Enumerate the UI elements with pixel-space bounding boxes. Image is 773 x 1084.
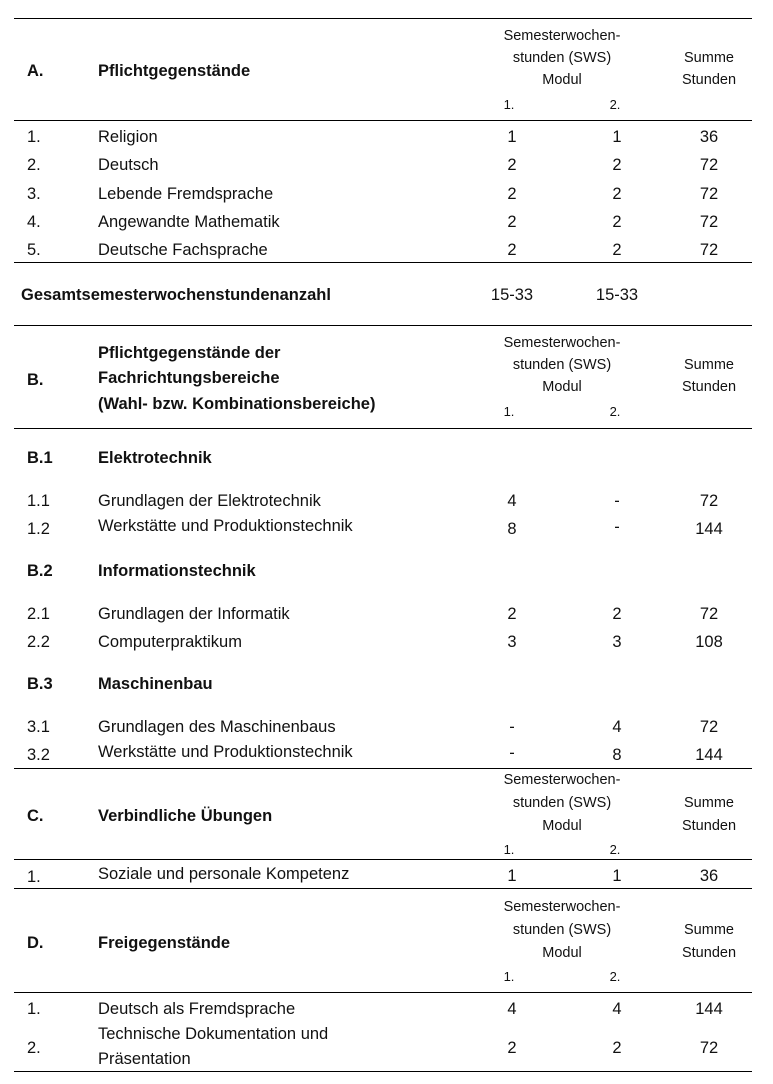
module-2-value: - bbox=[614, 492, 620, 510]
module-1-value: 2 bbox=[507, 1039, 517, 1057]
subject-name: Grundlagen des Maschinenbaus bbox=[98, 718, 336, 736]
table-rule bbox=[14, 262, 752, 263]
row-number: 2.2 bbox=[27, 633, 50, 651]
sum-value: 72 bbox=[699, 718, 719, 736]
module-1-header: 1. bbox=[503, 969, 515, 984]
module-2-value: 3 bbox=[612, 633, 622, 651]
sum-value: 72 bbox=[699, 156, 719, 174]
subsection-code: B.1 bbox=[27, 449, 53, 467]
subsection-title: Elektrotechnik bbox=[98, 449, 212, 467]
sum-value: 144 bbox=[695, 520, 723, 538]
sws-header: Modul bbox=[542, 818, 582, 834]
module-1-value: 2 bbox=[507, 156, 517, 174]
module-2-header: 2. bbox=[609, 404, 621, 419]
sws-header: Semesterwochen- bbox=[503, 335, 621, 351]
module-2-value: 2 bbox=[612, 156, 622, 174]
sum-value: 72 bbox=[699, 241, 719, 259]
row-number: 3.1 bbox=[27, 718, 50, 736]
module-1-header: 1. bbox=[503, 404, 515, 419]
sum-header: Stunden bbox=[681, 72, 737, 88]
sum-value: 72 bbox=[699, 492, 719, 510]
module-2-value: 1 bbox=[612, 128, 622, 146]
module-1-header: 1. bbox=[503, 842, 515, 857]
sum-value: 72 bbox=[699, 605, 719, 623]
subject-name: Lebende Fremdsprache bbox=[98, 185, 274, 203]
section-d-title: Freigegenstände bbox=[98, 934, 231, 952]
subsection-code: B.3 bbox=[27, 675, 53, 693]
section-a-code: A. bbox=[27, 62, 44, 80]
module-2-value: 2 bbox=[612, 1039, 622, 1057]
table-rule bbox=[14, 428, 752, 429]
module-1-value: 1 bbox=[507, 128, 517, 146]
sum-header: Summe bbox=[684, 50, 734, 66]
sum-value: 72 bbox=[699, 185, 719, 203]
sum-header: Summe bbox=[684, 795, 734, 811]
row-number: 1.2 bbox=[27, 520, 50, 538]
subject-name: Computerpraktikum bbox=[98, 633, 242, 651]
sws-header: Semesterwochen- bbox=[503, 899, 621, 915]
subject-name: Werkstätte und Produktionstechnik bbox=[98, 743, 353, 761]
module-1-value: 4 bbox=[507, 492, 517, 510]
module-2-value: 2 bbox=[612, 241, 622, 259]
table-rule bbox=[14, 18, 752, 19]
table-rule bbox=[14, 888, 752, 889]
total-module-1: 15-33 bbox=[490, 286, 534, 304]
subject-name: Technische Dokumentation und bbox=[98, 1025, 329, 1043]
section-c-code: C. bbox=[27, 807, 44, 825]
sws-header: stunden (SWS) bbox=[512, 795, 612, 811]
sum-value: 36 bbox=[699, 128, 719, 146]
module-1-value: 1 bbox=[507, 867, 517, 885]
sum-value: 144 bbox=[695, 1000, 723, 1018]
subject-name: Präsentation bbox=[98, 1050, 191, 1068]
module-1-header: 1. bbox=[503, 97, 515, 112]
subject-name: Grundlagen der Informatik bbox=[98, 605, 290, 623]
total-module-2: 15-33 bbox=[595, 286, 639, 304]
module-1-value: - bbox=[509, 718, 515, 736]
sws-header: Modul bbox=[542, 72, 582, 88]
module-1-value: 2 bbox=[507, 241, 517, 259]
sum-header: Stunden bbox=[681, 818, 737, 834]
subsection-title: Informationstechnik bbox=[98, 562, 256, 580]
module-2-value: - bbox=[614, 518, 620, 536]
module-2-header: 2. bbox=[609, 97, 621, 112]
module-2-value: 2 bbox=[612, 213, 622, 231]
row-number: 2.1 bbox=[27, 605, 50, 623]
subject-name: Deutsch als Fremdsprache bbox=[98, 1000, 296, 1018]
module-2-value: 4 bbox=[612, 718, 622, 736]
sws-header: stunden (SWS) bbox=[512, 357, 612, 373]
sws-header: stunden (SWS) bbox=[512, 922, 612, 938]
module-2-header: 2. bbox=[609, 969, 621, 984]
sum-header: Stunden bbox=[681, 945, 737, 961]
table-rule bbox=[14, 992, 752, 993]
section-b-title: Pflichtgegenstände der bbox=[98, 344, 281, 362]
module-1-value: - bbox=[509, 744, 515, 762]
sws-header: Semesterwochen- bbox=[503, 28, 621, 44]
section-b-title: Fachrichtungsbereiche bbox=[98, 369, 280, 387]
module-2-value: 2 bbox=[612, 605, 622, 623]
row-number: 1.1 bbox=[27, 492, 50, 510]
table-rule bbox=[14, 859, 752, 860]
section-d-code: D. bbox=[27, 934, 44, 952]
sum-value: 144 bbox=[695, 746, 723, 764]
subsection-code: B.2 bbox=[27, 562, 53, 580]
module-1-value: 4 bbox=[507, 1000, 517, 1018]
module-1-value: 2 bbox=[507, 213, 517, 231]
sum-header: Stunden bbox=[681, 379, 737, 395]
subject-name: Grundlagen der Elektrotechnik bbox=[98, 492, 321, 510]
row-number: 2. bbox=[27, 156, 41, 174]
subject-name: Angewandte Mathematik bbox=[98, 213, 280, 231]
row-number: 2. bbox=[27, 1039, 41, 1057]
module-2-value: 1 bbox=[612, 867, 622, 885]
sum-header: Summe bbox=[684, 922, 734, 938]
module-1-value: 2 bbox=[507, 605, 517, 623]
row-number: 1. bbox=[27, 868, 41, 886]
row-number: 1. bbox=[27, 128, 41, 146]
table-rule bbox=[14, 768, 752, 769]
sum-value: 108 bbox=[695, 633, 723, 651]
module-1-value: 8 bbox=[507, 520, 517, 538]
row-number: 3.2 bbox=[27, 746, 50, 764]
section-b-title: (Wahl- bzw. Kombinationsbereiche) bbox=[98, 395, 376, 413]
sum-value: 72 bbox=[699, 1039, 719, 1057]
row-number: 5. bbox=[27, 241, 41, 259]
sws-header: Semesterwochen- bbox=[503, 772, 621, 788]
module-2-header: 2. bbox=[609, 842, 621, 857]
row-number: 4. bbox=[27, 213, 41, 231]
section-b-code: B. bbox=[27, 371, 44, 389]
section-a-title: Pflichtgegenstände bbox=[98, 62, 251, 80]
sws-header: stunden (SWS) bbox=[512, 50, 612, 66]
row-number: 1. bbox=[27, 1000, 41, 1018]
module-2-value: 8 bbox=[612, 746, 622, 764]
subject-name: Religion bbox=[98, 128, 158, 146]
subject-name: Deutsche Fachsprache bbox=[98, 241, 268, 259]
table-rule bbox=[14, 120, 752, 121]
module-2-value: 2 bbox=[612, 185, 622, 203]
subject-name: Soziale und personale Kompetenz bbox=[98, 865, 350, 883]
subject-name: Werkstätte und Produktionstechnik bbox=[98, 517, 353, 535]
sum-value: 36 bbox=[699, 867, 719, 885]
module-2-value: 4 bbox=[612, 1000, 622, 1018]
sws-header: Modul bbox=[542, 379, 582, 395]
sum-value: 72 bbox=[699, 213, 719, 231]
table-rule bbox=[14, 325, 752, 326]
table-rule bbox=[14, 1071, 752, 1072]
total-label: Gesamtsemesterwochenstundenanzahl bbox=[21, 286, 331, 304]
module-1-value: 3 bbox=[507, 633, 517, 651]
section-c-title: Verbindliche Übungen bbox=[98, 807, 273, 825]
subject-name: Deutsch bbox=[98, 156, 159, 174]
sws-header: Modul bbox=[542, 945, 582, 961]
sum-header: Summe bbox=[684, 357, 734, 373]
row-number: 3. bbox=[27, 185, 41, 203]
module-1-value: 2 bbox=[507, 185, 517, 203]
subsection-title: Maschinenbau bbox=[98, 675, 213, 693]
